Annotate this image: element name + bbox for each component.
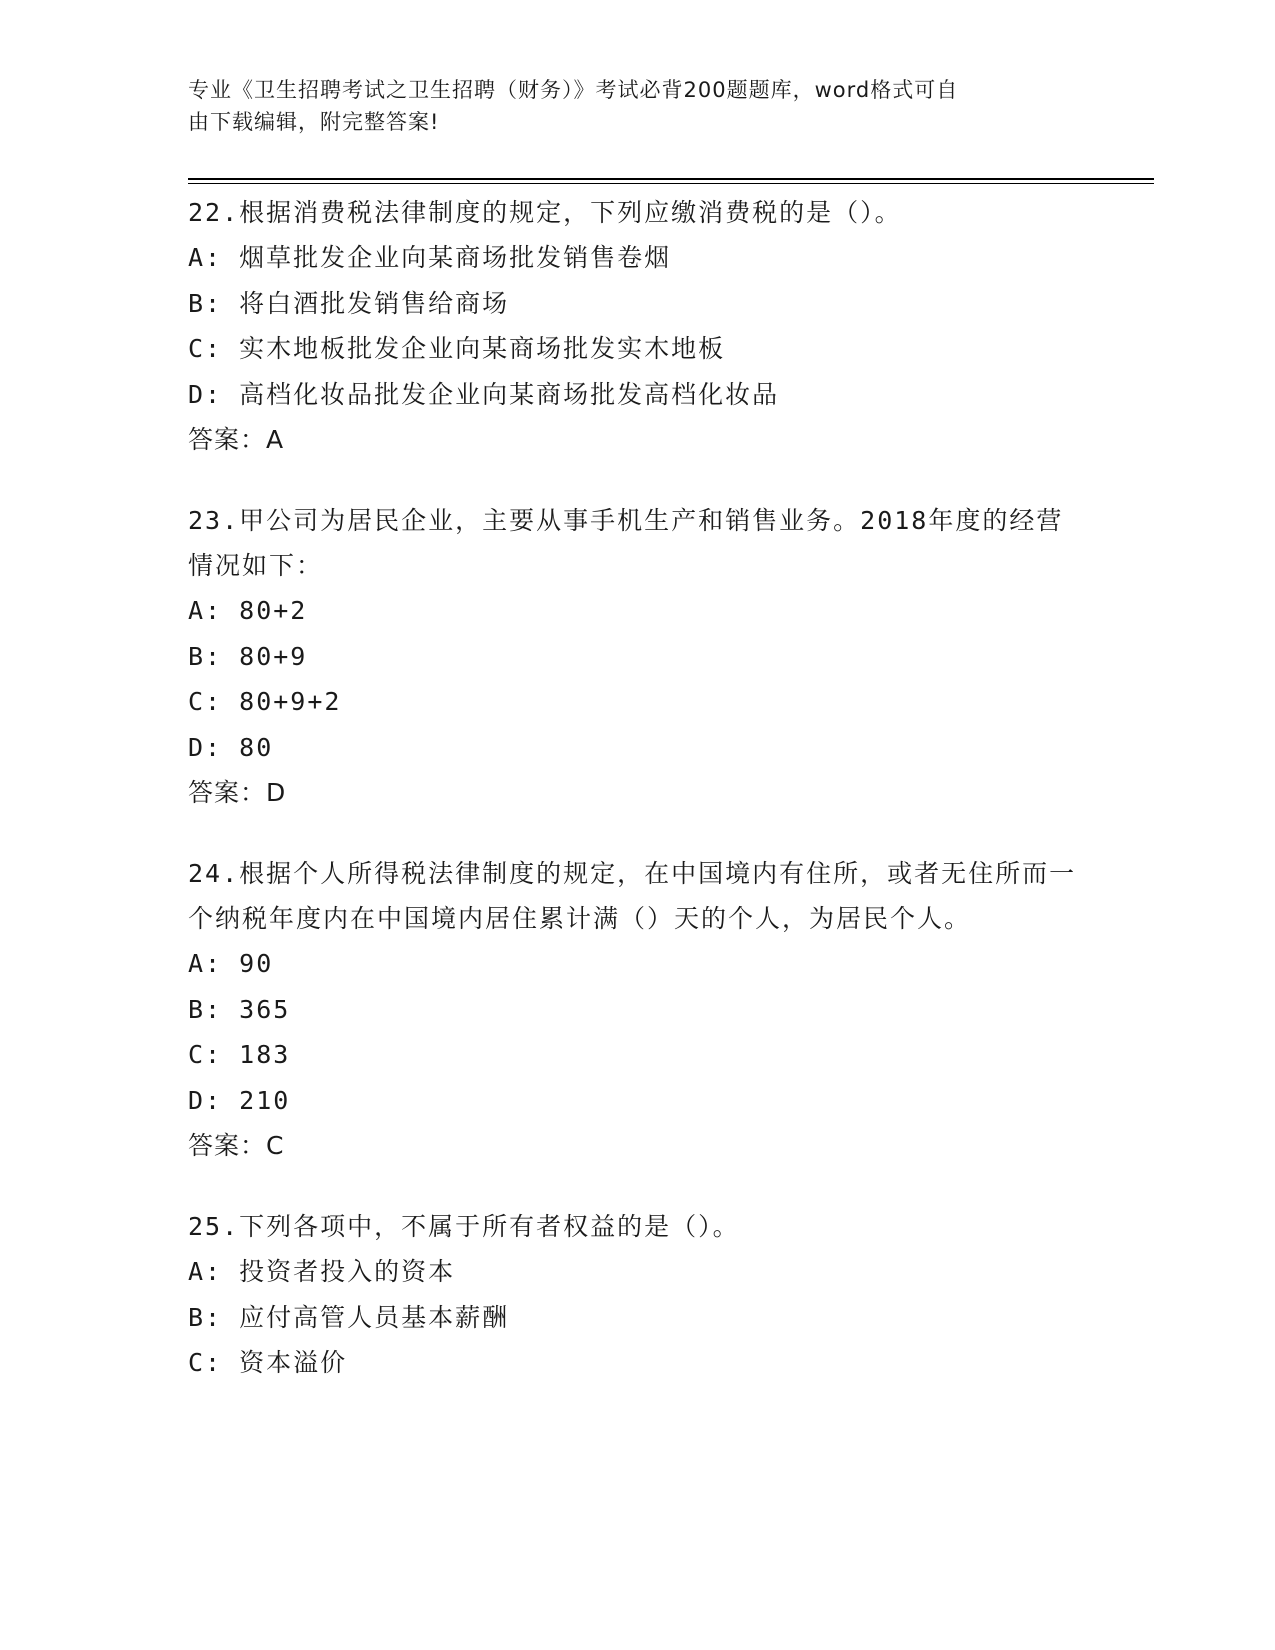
option-d: D: 80 [188,732,274,762]
document-header [188,74,1068,138]
option-b: B: 将白酒批发销售给商场 [188,288,510,318]
option-c: C: 183 [188,1040,291,1069]
option-b: B: 365 [188,994,291,1024]
question-25 [188,1204,1088,1386]
question-list [188,190,1088,1422]
question-text: 25.下列各项中，不属于所有者权益的是（）。 [188,1212,740,1241]
option-a: A: 投资者投入的资本 [188,1257,456,1286]
option-c: C: 资本溢价 [188,1348,348,1377]
answer-text: 答案：A [188,425,285,454]
option-a: A: 烟草批发企业向某商场批发销售卷烟 [188,243,672,272]
option-b: B: 应付高管人员基本薪酬 [188,1302,510,1332]
option-c: C: 80+9+2 [188,687,342,716]
question-23 [188,498,1088,815]
question-text: 24.根据个人所得税法律制度的规定，在中国境内有住所，或者无住所而一个纳税年度内在中国境内居住累计满（）天的个人，为居民个人。 [188,859,1077,933]
option-a: A: 90 [188,949,274,978]
header-line-2: 由下载编辑，附完整答案! [188,110,440,134]
option-b: B: 80+9 [188,641,308,671]
header-divider-thick [188,178,1154,180]
option-d: D: 高档化妆品批发企业向某商场批发高档化妆品 [188,379,780,409]
option-d: D: 210 [188,1085,291,1115]
answer-text: 答案：C [188,1131,285,1160]
question-text: 23.甲公司为居民企业，主要从事手机生产和销售业务。2018年度的经营情况如下： [188,506,1064,580]
option-c: C: 实木地板批发企业向某商场批发实木地板 [188,334,726,363]
header-line-1: 专业《卫生招聘考试之卫生招聘（财务）》考试必背200题题库，word格式可自 [188,78,959,102]
question-24 [188,851,1088,1168]
question-text: 22.根据消费税法律制度的规定，下列应缴消费税的是（）。 [188,198,902,227]
option-a: A: 80+2 [188,596,308,625]
answer-text: 答案：D [188,778,287,807]
header-divider-thin [188,183,1154,184]
question-22 [188,190,1088,462]
